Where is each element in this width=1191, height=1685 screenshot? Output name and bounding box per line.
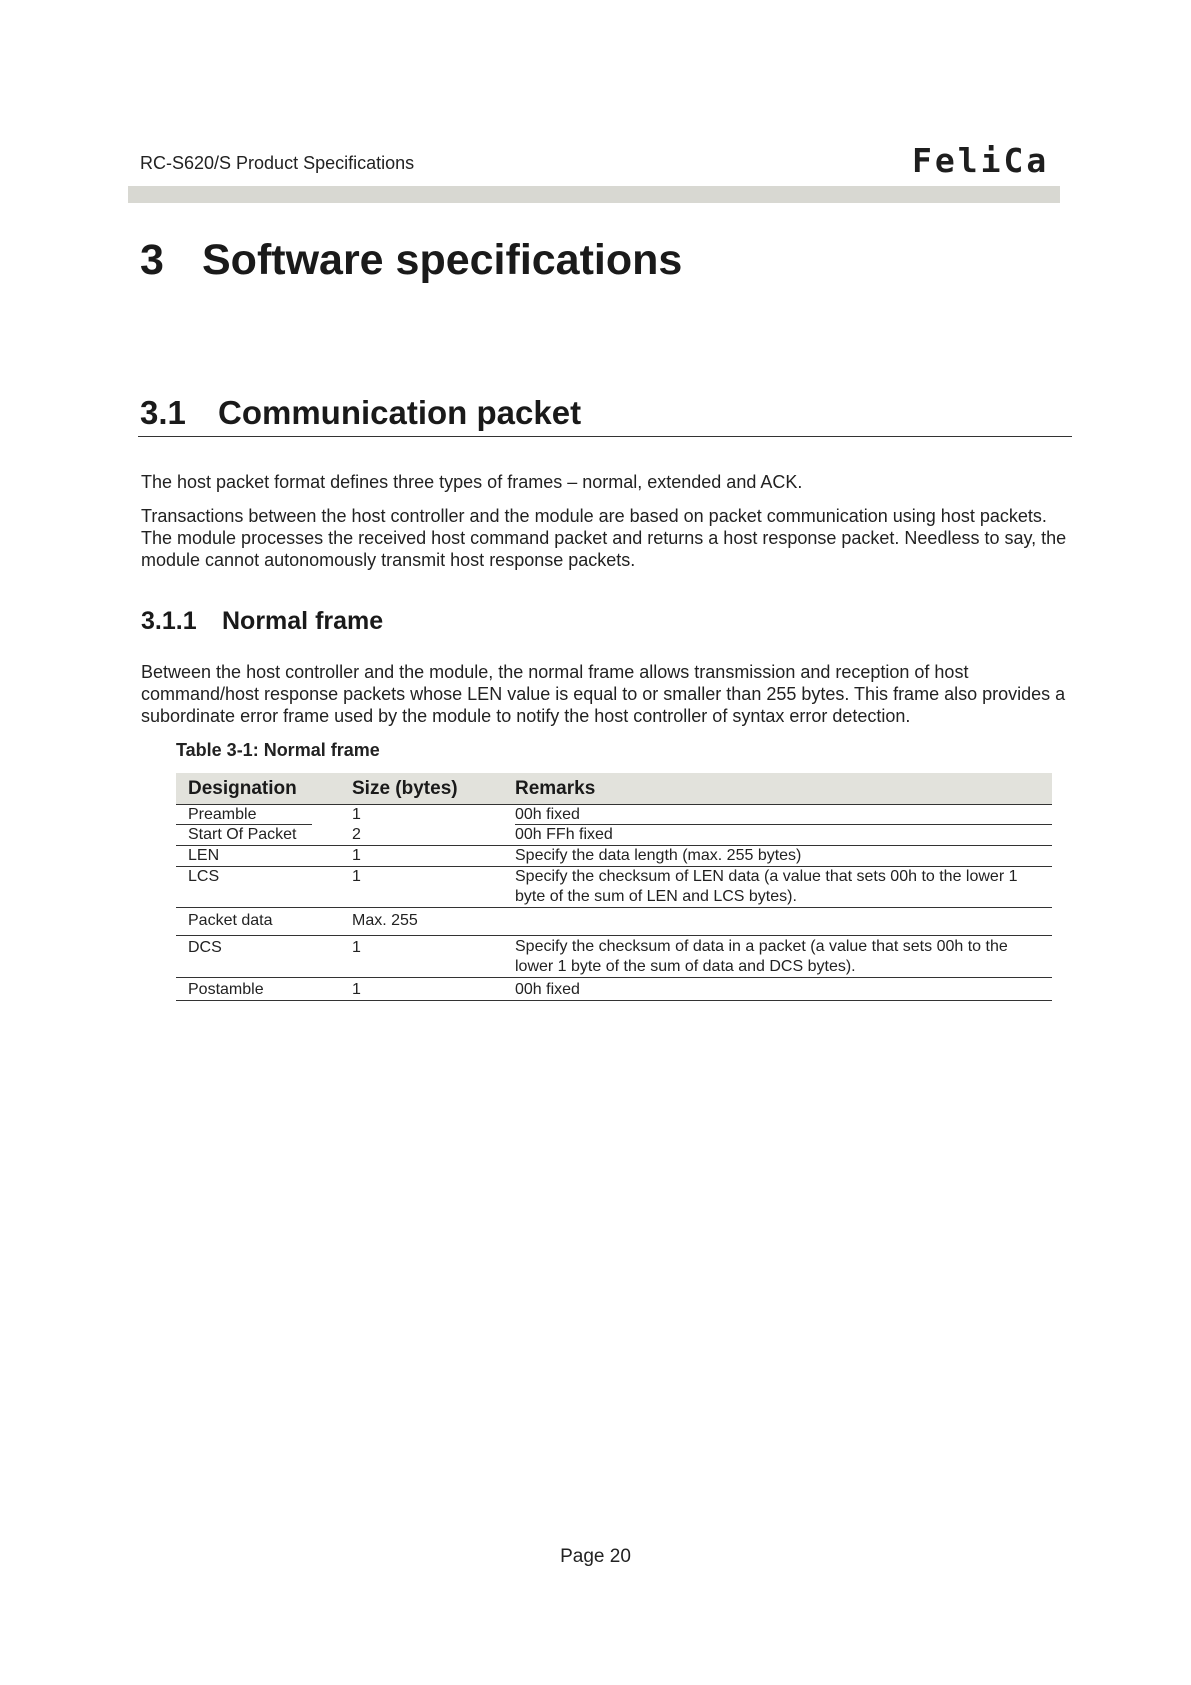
document-header-title: RC-S620/S Product Specifications <box>140 153 415 173</box>
table-rule <box>176 1000 1052 1001</box>
table-cell-designation: Postamble <box>188 981 264 998</box>
section-underline <box>138 436 1072 437</box>
chapter-title: Software specifications <box>202 236 683 284</box>
subsection-title: Normal frame <box>222 607 384 635</box>
table-cell-designation: DCS <box>188 939 222 956</box>
table-cell-remarks: Specify the checksum of data in a packet (a value that sets 00h to the lower 1 byte of the sum of data and DCS bytes). <box>515 938 1008 975</box>
table-cell-size: 1 <box>352 868 361 885</box>
table-cell-size: 1 <box>352 981 361 998</box>
transactions-paragraph: Transactions between the host controller and the module are based on packet communication using host packets. The module processes the received host command packet and returns a host response packet. Needless to say, the module cannot autonomously transmit host response packets. <box>141 506 1067 570</box>
felica-logo: FeliCa <box>912 141 1050 180</box>
table-rule <box>176 907 1052 908</box>
table-cell-size: 1 <box>352 939 361 956</box>
normal-frame-paragraph: Between the host controller and the module, the normal frame allows transmission and reception of host command/host response packets whose LEN value is equal to or smaller than 255 bytes. This frame also provides a subordinate error frame used by the module to notify the host controller of syntax error detection. <box>141 662 1066 726</box>
page-number: Page 20 <box>560 1546 631 1567</box>
table-cell-size: 1 <box>352 847 361 864</box>
table-header-size: Size (bytes) <box>352 778 458 799</box>
table-cell-remarks: 00h fixed <box>515 981 580 998</box>
section-heading <box>140 394 581 432</box>
table-cell-designation: Preamble <box>188 806 257 823</box>
table-caption: Table 3-1: Normal frame <box>176 740 380 760</box>
table-rule <box>176 977 1052 978</box>
subsection-heading <box>141 607 383 636</box>
table-cell-remarks: Specify the data length (max. 255 bytes) <box>515 847 802 864</box>
table-cell-size: Max. 255 <box>352 912 418 929</box>
chapter-heading <box>140 236 682 285</box>
table-header-designation: Designation <box>188 778 297 799</box>
table-header-row <box>176 773 1052 804</box>
header-divider-bar <box>128 186 1060 203</box>
table-header-remarks: Remarks <box>515 778 596 799</box>
intro-paragraph: The host packet format defines three types of frames – normal, extended and ACK. <box>141 472 803 492</box>
table-cell-remarks: Specify the checksum of LEN data (a value that sets 00h to the lower 1 byte of the sum of LEN and LCS bytes). <box>515 868 1018 905</box>
table-cell-remarks: 00h fixed <box>515 806 580 823</box>
subsection-number: 3.1.1 <box>141 607 197 635</box>
table-cell-remarks: 00h FFh fixed <box>515 826 613 843</box>
section-title: Communication packet <box>218 394 582 431</box>
table-cell-size: 2 <box>352 826 361 843</box>
chapter-number: 3 <box>140 236 164 284</box>
table-cell-designation: LEN <box>188 847 220 864</box>
table-cell-size: 1 <box>352 806 361 823</box>
section-number: 3.1 <box>140 394 186 431</box>
table-cell-designation: Packet data <box>188 912 273 929</box>
table-cell-designation: LCS <box>188 868 220 885</box>
table-rule <box>176 935 1052 936</box>
table-cell-designation: Start Of Packet <box>188 826 297 843</box>
